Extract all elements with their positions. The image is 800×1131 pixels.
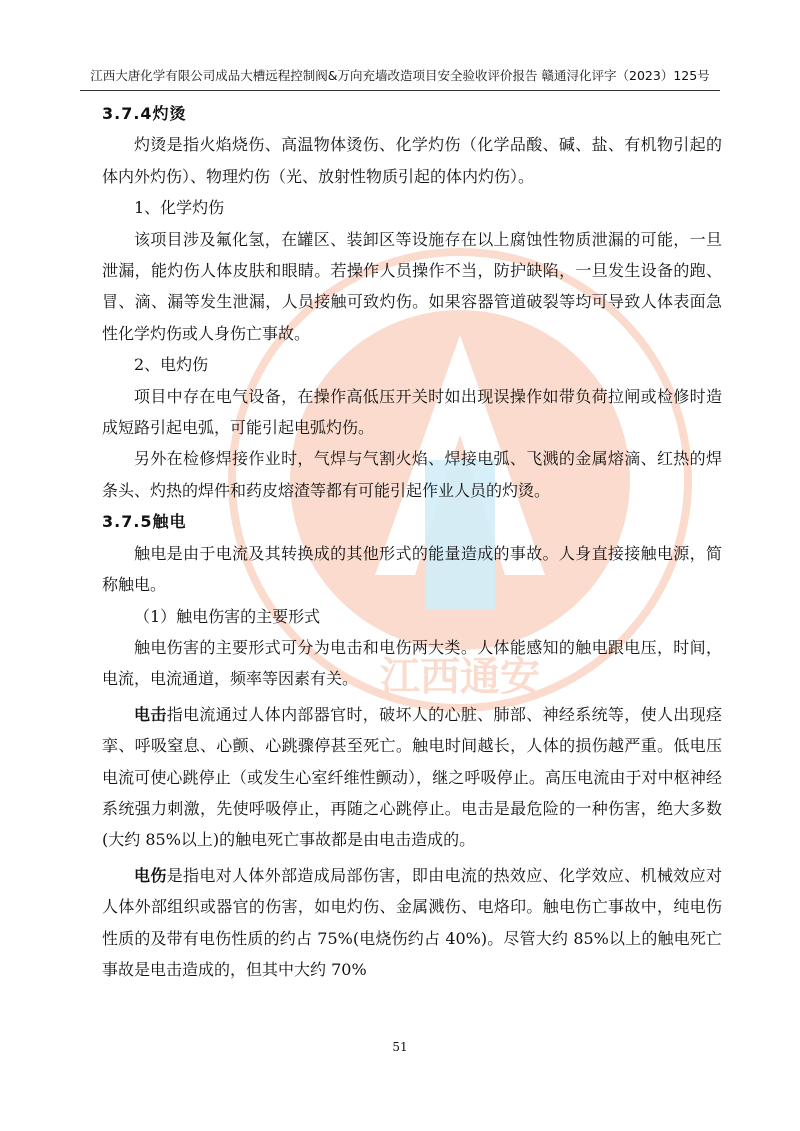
section-heading-electric-shock: 3.7.5触电 bbox=[102, 512, 187, 532]
paragraph-welding-burns: 另外在检修焊接作业时，气焊与气割火焰、焊接电弧、飞溅的金属熔滴、红热的焊条头、灼热的焊件和药皮熔渣等都有可能引起作业人员的灼烫。 bbox=[102, 449, 722, 500]
subheading-chemical-burns: 1、化学灼伤 bbox=[134, 198, 225, 218]
paragraph-burns-intro: 灼烫是指火焰烧伤、高温物体烫伤、化学灼伤（化学品酸、碱、盐、有机物引起的体内外灼伤）、物理灼伤（光、放射性物质引起的体内灼伤）。 bbox=[102, 135, 722, 186]
paragraph-electrical-burns: 项目中存在电气设备，在操作高低压开关时如出现误操作如带负荷拉闸或检修时造成短路引起电弧，可能引起电弧灼伤。 bbox=[102, 386, 722, 438]
term-electric-shock: 电击 bbox=[134, 704, 167, 724]
subheading-electrical-burns: 2、电灼伤 bbox=[134, 355, 209, 375]
term-electric-injury: 电伤 bbox=[134, 865, 167, 885]
document-body bbox=[102, 98, 722, 985]
paragraph-shock-intro: 触电是由于电流及其转换成的其他形式的能量造成的事故。人身直接接触电源，简称触电。 bbox=[102, 543, 722, 595]
text-electric-injury: 是指电对人体外部造成局部伤害，即由电流的热效应、化学效应、机械效应对人体外部组织或器官的伤害，如电灼伤、金属溅伤、电烙印。触电伤亡事故中，纯电伤性质的及带有电伤性质的约占 75%(电烧伤约占 40%)。尽管大约 85%以上的触电死亡事故是电击造成的，但其中大约 70% bbox=[102, 865, 722, 979]
paragraph-electric-shock bbox=[102, 699, 722, 856]
svg-text:江西通安: 江西通安 bbox=[380, 654, 540, 700]
page-number: 51 bbox=[392, 1040, 408, 1054]
paragraph-electric-injury bbox=[102, 860, 722, 986]
subheading-shock-forms: （1）触电伤害的主要形式 bbox=[134, 606, 321, 626]
paragraph-shock-forms: 触电伤害的主要形式可分为电击和电伤两大类。人体能感知的触电跟电压，时间，电流，电流通道，频率等因素有关。 bbox=[102, 637, 722, 689]
paragraph-chemical-burns: 该项目涉及氟化氢，在罐区、装卸区等设施存在以上腐蚀性物质泄漏的可能，一旦泄漏，能灼伤人体皮肤和眼睛。若操作人员操作不当，防护缺陷，一旦发生设备的跑、冒、滴、漏等发生泄漏，人员接触可致灼伤。如果容器管道破裂等均可导致人体表面急性化学灼伤或人身伤亡事故。 bbox=[102, 229, 722, 343]
section-heading-burns: 3.7.4灼烫 bbox=[102, 104, 187, 123]
page-header: 江西大唐化学有限公司成品大槽远程控制阀&万向充墙改造项目安全验收评价报告 赣通浔化评字（2023）125号 bbox=[80, 66, 720, 91]
text-electric-shock: 指电流通过人体内部器官时，破坏人的心脏、肺部、神经系统等，使人出现痉挛、呼吸窒息、心颤、心跳骤停甚至死亡。触电时间越长，人体的损伤越严重。低电压电流可使心跳停止（或发生心室纤维性颤动），继之呼吸停止。高压电流由于对中枢神经系统强力刺激，先使呼吸停止，再随之心跳停止。电击是最危险的一种伤害，绝大多数(大约 85%以上)的触电死亡事故都是由电击造成的。 bbox=[102, 704, 722, 850]
